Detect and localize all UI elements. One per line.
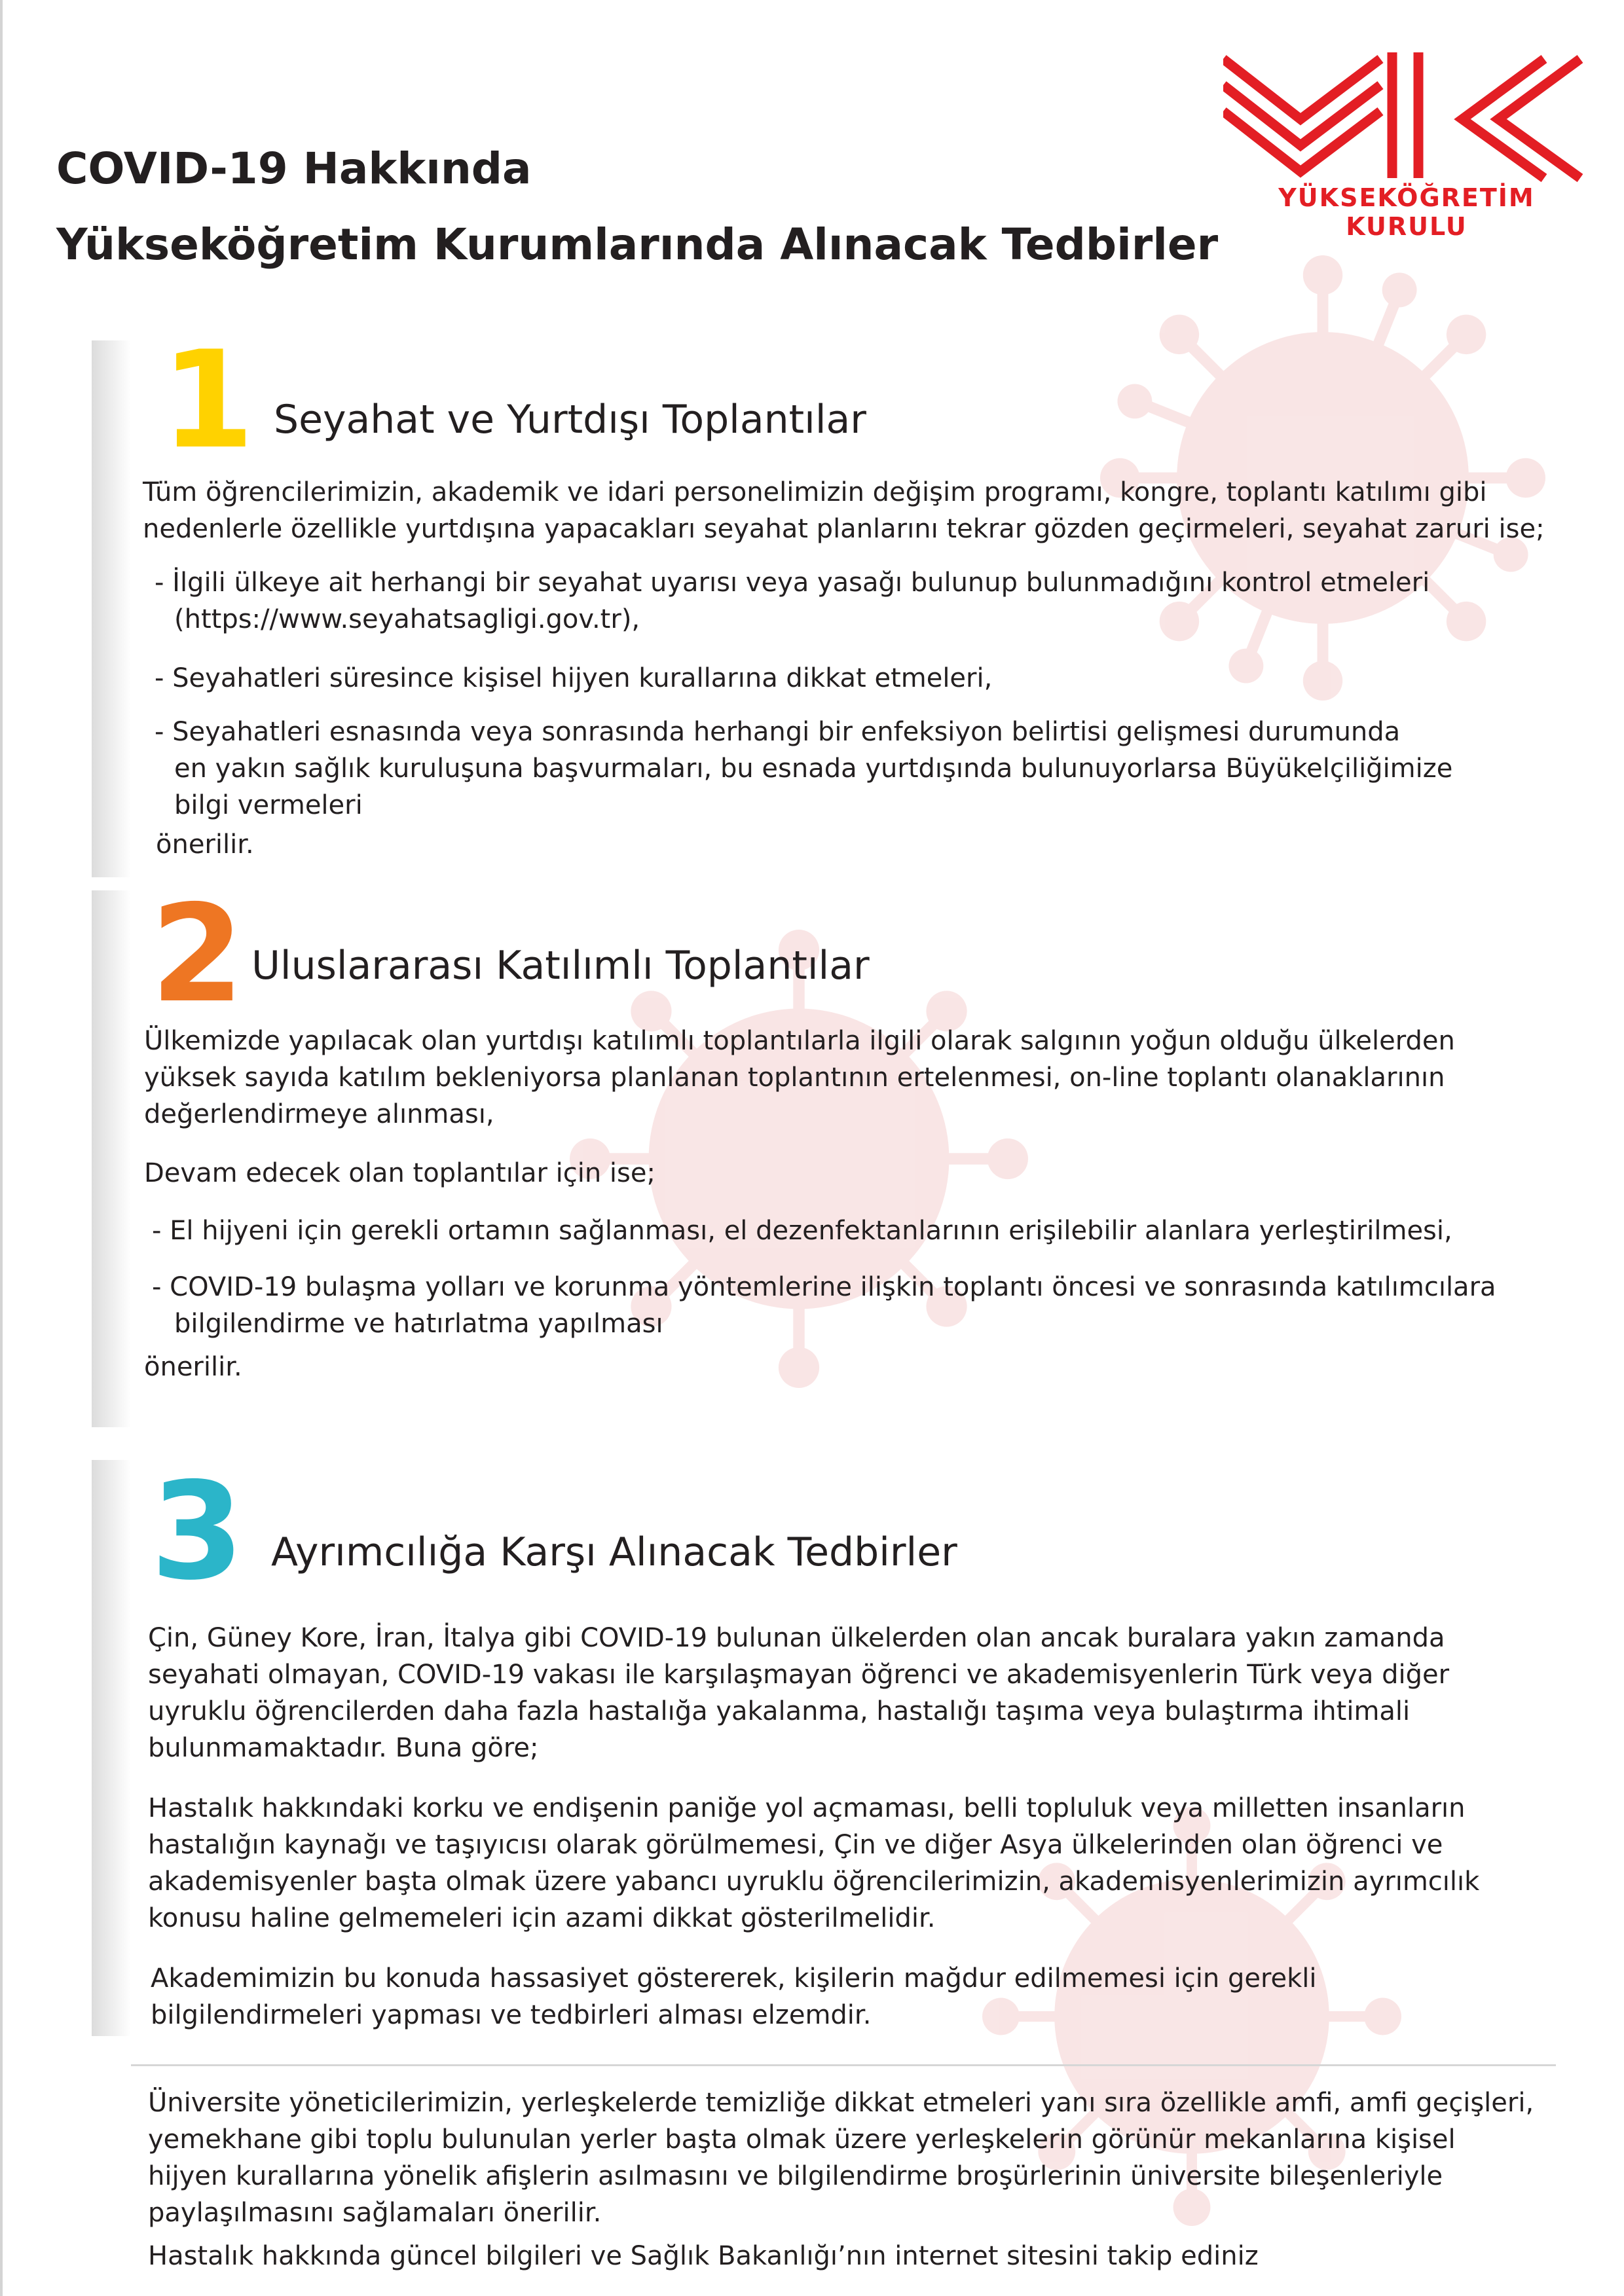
section2-shadow: [92, 890, 131, 1427]
section1-bullet-3-line-3: bilgi vermeleri: [174, 790, 363, 820]
section2-intro-line-3: değerlendirmeye alınması,: [144, 1099, 494, 1129]
section2-bullet-2-line-2: bilgilendirme ve hatırlatma yapılması: [174, 1309, 663, 1339]
section3-p1-line-1: Çin, Güney Kore, İran, İtalya gibi COVID-19 bulunan ülkelerden olan ancak buralara yakın zamanda: [148, 1623, 1445, 1653]
section1-bullet-1-line-2: (https://www.seyahatsagligi.gov.tr),: [174, 604, 640, 634]
footer-line-4: paylaşılmasını sağlamaları önerilir.: [148, 2198, 602, 2228]
title-line-2: Yükseköğretim Kurumlarında Alınacak Tedbirler: [56, 219, 1219, 270]
section1-heading: Seyahat ve Yurtdışı Toplantılar: [274, 397, 866, 443]
section3-p1-line-2: seyahati olmayan, COVID-19 vakası ile karşılaşmayan öğrenci ve akademisyenlerin Türk veya diğer: [148, 1660, 1450, 1690]
section3-shadow: [92, 1460, 131, 2036]
section3-number: 3: [151, 1454, 244, 1610]
section1-intro-line-2: nedenlerle özellikle yurtdışına yapacakları seyahat planlarını tekrar gözden geçirmeleri, seyahat zaruri ise;: [143, 514, 1545, 544]
title-line-1: COVID-19 Hakkında: [56, 143, 532, 194]
footer-divider: [131, 2064, 1556, 2066]
section1-bullet-1-line-1: - İlgili ülkeye ait herhangi bir seyahat uyarısı veya yasağı bulunup bulunmadığını kontrol etmeleri: [155, 568, 1430, 598]
section3-p2-line-1: Hastalık hakkındaki korku ve endişenin paniğe yol açmaması, belli topluluk veya milletten insanların: [148, 1793, 1466, 1823]
footer-line-5: Hastalık hakkında güncel bilgileri ve Sağlık Bakanlığı’nın internet sitesini takip ediniz: [148, 2241, 1259, 2271]
section3-p2-line-3: akademisyenler başta olmak üzere yabancı uyruklu öğrencilerimizin, akademisyenlerimizin ayrımcılık: [148, 1867, 1480, 1897]
section3-p2-line-2: hastalığın kaynağı ve taşıyıcısı olarak görülmemesi, Çin ve diğer Asya ülkelerinden olan öğrenci ve: [148, 1830, 1443, 1860]
section3-heading: Ayrımcılığa Karşı Alınacak Tedbirler: [271, 1529, 957, 1575]
footer-line-3: hijyen kurallarına yönelik afişlerin asılmasını ve bilgilendirme broşürlerinin üniversite bileşenleriyle: [148, 2161, 1443, 2191]
section1-bullet-3-line-2: en yakın sağlık kuruluşuna başvurmaları, bu esnada yurtdışında bulunuyorlarsa Büyükelçiliğimize: [174, 754, 1453, 784]
section1-bullet-2: - Seyahatleri süresince kişisel hijyen kurallarına dikkat etmeleri,: [155, 663, 993, 693]
footer-line-2: yemekhane gibi toplu bulunulan yerler başta olmak üzere yerleşkelerin görünür mekanlarına kişisel: [148, 2124, 1456, 2155]
section1-shadow: [92, 340, 131, 877]
section1-intro-line-1: Tüm öğrencilerimizin, akademik ve idari personelimizin değişim programı, kongre, toplantı katılımı gibi: [143, 477, 1487, 507]
section3-p3-line-1: Akademimizin bu konuda hassasiyet göstererek, kişilerin mağdur edilmemesi için gerekli: [151, 1963, 1317, 1994]
section1-number: 1: [161, 323, 255, 479]
section2-intro-line-2: yüksek sayıda katılım bekleniyorsa planlanan toplantının ertelenmesi, on-line toplantı olanaklarının: [144, 1063, 1445, 1093]
section2-intro-line-1: Ülkemizde yapılacak olan yurtdışı katılımlı toplantılarla ilgili olarak salgının yoğun olduğu ülkelerden: [144, 1026, 1455, 1056]
section2-bullet-2-line-1: - COVID-19 bulaşma yolları ve korunma yöntemlerine ilişkin toplantı öncesi ve sonrasında katılımcılara: [152, 1272, 1496, 1302]
section2-bullet-1: - El hijyeni için gerekli ortamın sağlanması, el dezenfektanlarının erişilebilir alanlara yerleştirilmesi,: [152, 1216, 1452, 1246]
section1-bullet-3-line-1: - Seyahatleri esnasında veya sonrasında herhangi bir enfeksiyon belirtisi gelişmesi durumunda: [155, 717, 1401, 747]
section2-heading: Uluslararası Katılımlı Toplantılar: [251, 943, 870, 989]
section2-closing: önerilir.: [144, 1352, 242, 1382]
section3-p3-line-2: bilgilendirmeleri yapması ve tedbirleri alması elzemdir.: [151, 2000, 872, 2030]
logo-caption: YÜKSEKÖĞRETİM KURULU: [1278, 183, 1535, 241]
footer-line-1: Üniversite yöneticilerimizin, yerleşkelerde temizliğe dikkat etmeleri yanı sıra özellikle amfi, amfi geçişleri,: [148, 2088, 1534, 2118]
section2-number: 2: [151, 877, 244, 1032]
section3-p1-line-4: bulunmamaktadır. Buna göre;: [148, 1733, 539, 1763]
section3-p1-line-3: uyruklu öğrencilerden daha fazla hastalığa yakalanma, hastalığı taşıma veya bulaştırma ihtimali: [148, 1696, 1411, 1726]
section2-lead: Devam edecek olan toplantılar için ise;: [144, 1158, 655, 1188]
section3-p2-line-4: konusu haline gelmemeleri için azami dikkat gösterilmelidir.: [148, 1903, 936, 1933]
page-title: [56, 131, 1218, 283]
page-edge-rule: [0, 0, 3, 2296]
section1-closing: önerilir.: [156, 829, 254, 860]
